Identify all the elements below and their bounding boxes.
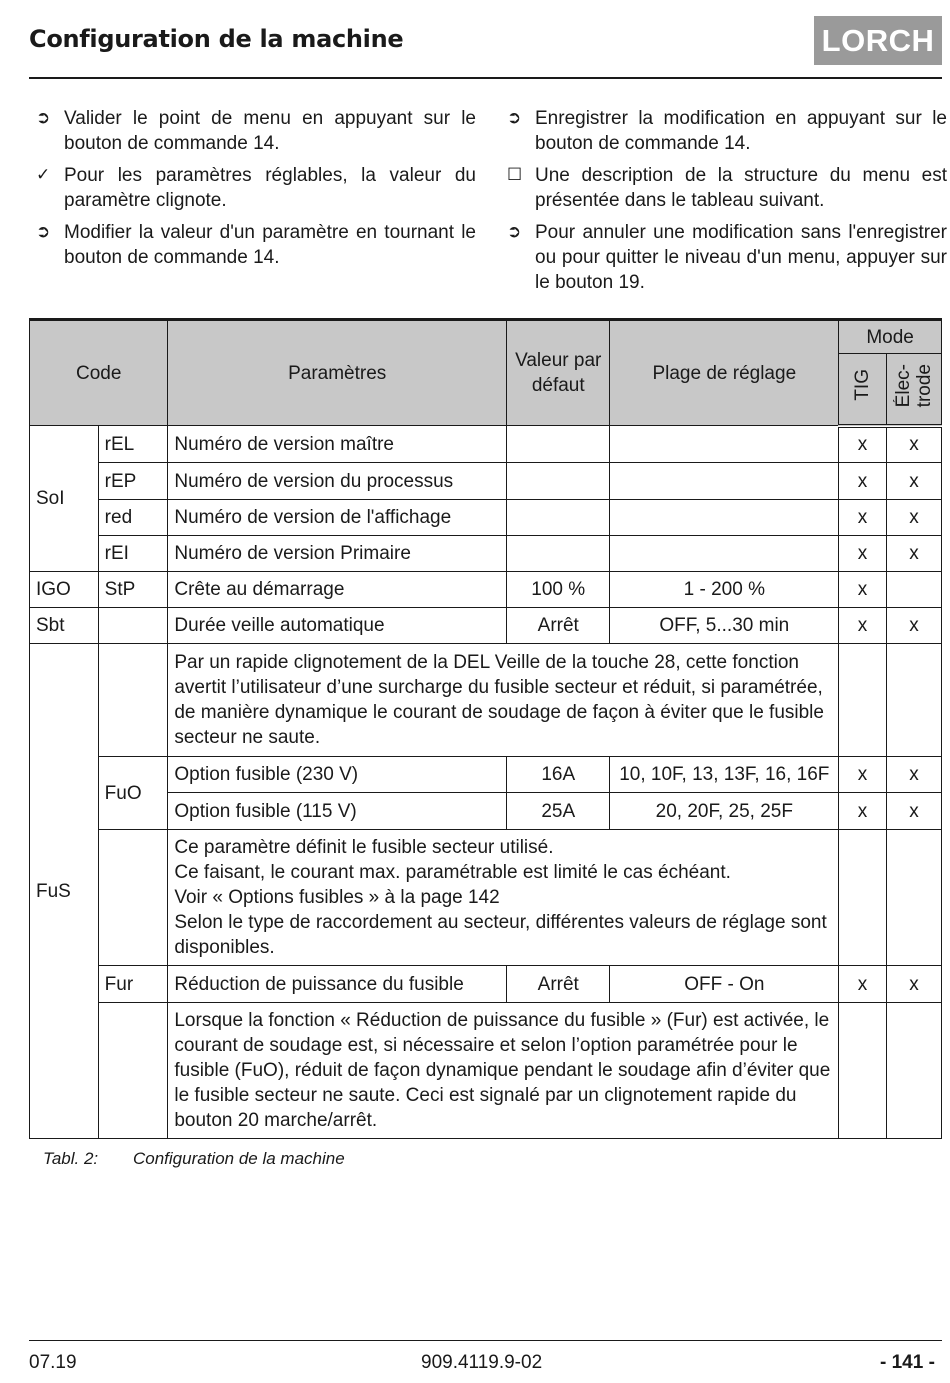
- sub-code: red: [98, 500, 168, 536]
- default-value: [507, 463, 610, 500]
- mode-tig: [839, 1003, 887, 1139]
- lorch-logo: LORCH: [814, 16, 942, 65]
- check-icon: ✓: [36, 165, 51, 185]
- code-group: IGO: [30, 572, 99, 608]
- mode-electrode: x: [886, 966, 941, 1003]
- parameter-name: Numéro de version Primaire: [168, 536, 507, 572]
- mode-tig: x: [839, 463, 887, 500]
- instruction-item: ☐ Une description de la structure du menu est présentée dans le tableau suivant.: [507, 165, 947, 211]
- header-parameters: Paramètres: [168, 320, 507, 426]
- instructions-left: [36, 106, 476, 277]
- instruction-item: ➲ Enregistrer la modification en appuyant sur le bouton de commande 14.: [507, 108, 947, 154]
- code-group: SoI: [30, 426, 99, 572]
- default-value: [507, 536, 610, 572]
- description-cell: Par un rapide clignotement de la DEL Veille de la touche 28, cette fonction avertit l’utilisateur d’une surcharge du fusible secteur et réduit, si paramétrée, de manière dynamique le courant de soudage de façon à éviter que le fusible secteur ne saute.: [168, 644, 839, 757]
- sub-code: rEL: [98, 426, 168, 463]
- setting-range: 1 - 200 %: [610, 572, 839, 608]
- instruction-item: ✓ Pour les paramètres réglables, la valeur du paramètre clignote.: [36, 165, 476, 211]
- mode-electrode: x: [886, 463, 941, 500]
- caption-label: Tabl. 2:: [43, 1149, 99, 1168]
- parameter-name: Numéro de version du processus: [168, 463, 507, 500]
- default-value: 16A: [507, 757, 610, 793]
- table-row: [30, 757, 942, 793]
- header-default: Valeur par défaut: [507, 320, 610, 426]
- header-range: Plage de réglage: [610, 320, 839, 426]
- default-value: [507, 500, 610, 536]
- mode-tig: x: [839, 757, 887, 793]
- parameter-name: Réduction de puissance du fusible: [168, 966, 507, 1003]
- description-cell: Ce paramètre définit le fusible secteur utilisé. Ce faisant, le courant max. paramétrable est limité le cas échéant. Voir « Options fusibles » à la page 142 Selon le type de raccordement au secteur, différentes valeurs de réglage sont disponibles.: [168, 830, 839, 966]
- sub-code: StP: [98, 572, 168, 608]
- mode-electrode: x: [886, 608, 941, 644]
- sub-code: [98, 1003, 168, 1139]
- mode-tig: x: [839, 793, 887, 830]
- table-row: [30, 500, 942, 536]
- instruction-item: ➲ Pour annuler une modification sans l'enregistrer ou pour quitter le niveau d'un menu, appuyer sur le bouton 19.: [507, 222, 947, 293]
- mode-electrode: x: [886, 757, 941, 793]
- mode-electrode: x: [886, 536, 941, 572]
- header-tig: TIG: [839, 354, 887, 426]
- header-electrode: Élec- trode: [886, 354, 941, 426]
- setting-range: [610, 536, 839, 572]
- setting-range: OFF - On: [610, 966, 839, 1003]
- arrow-icon: ➲: [36, 222, 51, 242]
- page-title: Configuration de la machine: [29, 25, 404, 53]
- arrow-icon: ➲: [507, 222, 522, 242]
- page-number: - 141 -: [880, 1352, 935, 1373]
- table-caption: [43, 1149, 345, 1169]
- mode-electrode: [886, 644, 941, 757]
- setting-range: 20, 20F, 25, 25F: [610, 793, 839, 830]
- instructions-right: [507, 106, 947, 302]
- sub-code: [98, 830, 168, 966]
- table-row: [30, 426, 942, 463]
- mode-electrode: x: [886, 500, 941, 536]
- table-row: [30, 644, 942, 757]
- default-value: 100 %: [507, 572, 610, 608]
- arrow-icon: ➲: [507, 108, 522, 128]
- code-group: Sbt: [30, 608, 99, 644]
- caption-text: Configuration de la machine: [133, 1149, 345, 1168]
- description-cell: Lorsque la fonction « Réduction de puissance du fusible » (Fur) est activée, le courant de soudage est, si nécessaire et selon l’option paramétrée pour le fusible (FuO), réduit de façon dynamique pendant le soudage afin d’éviter que le fusible secteur ne saute. Ceci est signalé par un clignotement rapide du bouton 20 marche/arrêt.: [168, 1003, 839, 1139]
- parameter-name: Option fusible (115 V): [168, 793, 507, 830]
- setting-range: [610, 500, 839, 536]
- header-rule: [29, 77, 942, 79]
- sub-code: Fur: [98, 966, 168, 1003]
- footer-rule: [29, 1340, 942, 1341]
- header-code: Code: [30, 320, 168, 426]
- sub-code: rEI: [98, 536, 168, 572]
- table-row: [30, 536, 942, 572]
- instruction-item: ➲ Modifier la valeur d'un paramètre en tournant le bouton de commande 14.: [36, 222, 476, 268]
- default-value: 25A: [507, 793, 610, 830]
- parameter-name: Crête au démarrage: [168, 572, 507, 608]
- setting-range: [610, 426, 839, 463]
- machine-config-table: [29, 318, 942, 1139]
- mode-electrode: [886, 572, 941, 608]
- table-row: [30, 1003, 942, 1139]
- sub-code: [98, 644, 168, 757]
- mode-tig: x: [839, 500, 887, 536]
- mode-tig: x: [839, 536, 887, 572]
- table-row: [30, 608, 942, 644]
- instruction-item: ➲ Valider le point de menu en appuyant sur le bouton de commande 14.: [36, 108, 476, 154]
- parameter-name: Numéro de version de l'affichage: [168, 500, 507, 536]
- sub-code: rEP: [98, 463, 168, 500]
- arrow-icon: ➲: [36, 108, 51, 128]
- mode-tig: [839, 830, 887, 966]
- mode-tig: x: [839, 426, 887, 463]
- default-value: [507, 426, 610, 463]
- mode-electrode: x: [886, 426, 941, 463]
- setting-range: 10, 10F, 13, 13F, 16, 16F: [610, 757, 839, 793]
- mode-electrode: x: [886, 793, 941, 830]
- header-mode: Mode: [839, 320, 942, 354]
- footer-doc-number: 909.4119.9-02: [421, 1352, 543, 1373]
- parameter-name: Durée veille automatique: [168, 608, 507, 644]
- checkbox-icon: ☐: [507, 165, 523, 185]
- mode-tig: x: [839, 966, 887, 1003]
- code-group: FuS: [30, 644, 99, 1139]
- parameter-name: Numéro de version maître: [168, 426, 507, 463]
- mode-tig: x: [839, 608, 887, 644]
- sub-code: [98, 608, 168, 644]
- setting-range: OFF, 5...30 min: [610, 608, 839, 644]
- table-row: [30, 830, 942, 966]
- parameter-name: Option fusible (230 V): [168, 757, 507, 793]
- mode-electrode: [886, 830, 941, 966]
- default-value: Arrêt: [507, 608, 610, 644]
- sub-code: FuO: [98, 757, 168, 830]
- table-row: [30, 572, 942, 608]
- table-row: [30, 966, 942, 1003]
- table-row: [30, 463, 942, 500]
- footer-date: 07.19: [29, 1352, 77, 1373]
- default-value: Arrêt: [507, 966, 610, 1003]
- mode-tig: x: [839, 572, 887, 608]
- mode-tig: [839, 644, 887, 757]
- mode-electrode: [886, 1003, 941, 1139]
- setting-range: [610, 463, 839, 500]
